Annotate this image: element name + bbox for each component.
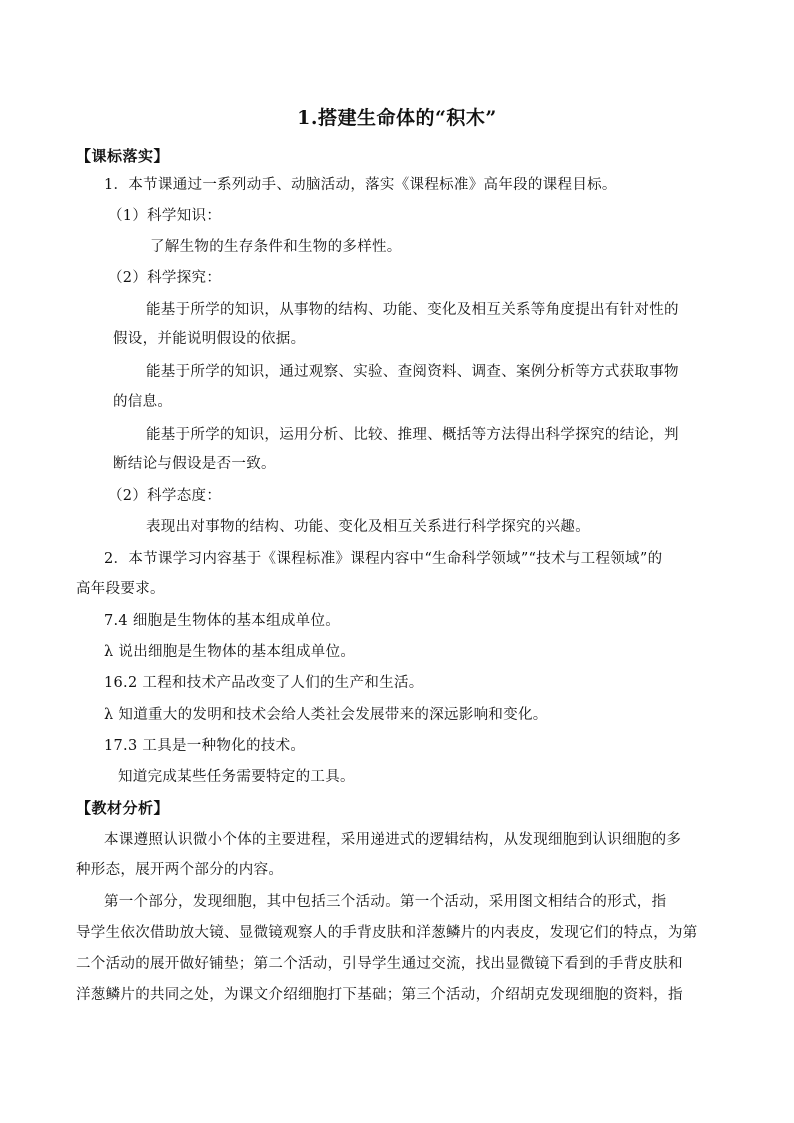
paragraph-analysis-2-line2: 导学生依次借助放大镜、显微镜观察人的手背皮肤和洋葱鳞片的内表皮，发现它们的特点，为第 <box>76 925 698 941</box>
paragraph-analysis-2-line4: 洋葱鳞片的共同之处，为课文介绍细胞打下基础；第三个活动，介绍胡克发现细胞的资料，指 <box>76 987 683 1003</box>
standard-item-16-2: 16.2 工程和技术产品改变了人们的生产和生活。 <box>104 675 424 691</box>
paragraph-inquiry-2: 能基于所学的知识，通过观察、实验、查阅资料、调查、案例分析等方式获取事物 <box>146 364 679 380</box>
section-heading-curriculum: 【课标落实】 <box>76 147 170 165</box>
paragraph-inquiry-3: 能基于所学的知识，运用分析、比较、推理、概括等方法得出科学探究的结论，判 <box>146 427 679 443</box>
subheading-knowledge: （1）科学知识： <box>108 208 222 224</box>
subheading-inquiry: （2）科学探究： <box>108 270 222 286</box>
paragraph-inquiry-3-cont: 断结论与假设是否一致。 <box>113 456 276 472</box>
standard-item-16-2-sub: λ 知道重大的发明和技术会给人类社会发展带来的深远影响和变化。 <box>104 707 548 723</box>
paragraph-analysis-1-cont: 种形态，展开两个部分的内容。 <box>76 862 284 878</box>
standard-item-17-3-sub: 知道完成某些任务需要特定的工具。 <box>118 769 355 785</box>
paragraph-analysis-1: 本课遵照认识微小个体的主要进程，采用递进式的逻辑结构，从发现细胞到认识细胞的多 <box>104 832 682 848</box>
section-heading-textbook-analysis: 【教材分析】 <box>76 799 170 817</box>
paragraph-analysis-2: 第一个部分，发现细胞，其中包括三个活动。第一个活动，采用图文相结合的形式，指 <box>104 894 667 910</box>
page-title: 1.搭建生命体的“积木” <box>297 107 497 129</box>
paragraph-intro: 1．本节课通过一系列动手、动脑活动，落实《课程标准》高年段的课程目标。 <box>104 177 617 193</box>
standard-item-17-3: 17.3 工具是一种物化的技术。 <box>104 738 306 754</box>
paragraph-inquiry-1-cont: 假设，并能说明假设的依据。 <box>113 331 306 347</box>
paragraph-requirement-cont: 高年段要求。 <box>76 581 165 597</box>
paragraph-requirement: 2．本节课学习内容基于《课程标准》课程内容中“生命科学领域”“技术与工程领域”的 <box>104 551 663 567</box>
subheading-attitude: （2）科学态度： <box>108 488 222 504</box>
paragraph-analysis-2-line3: 二个活动的展开做好铺垫；第二个活动，引导学生通过交流，找出显微镜下看到的手背皮肤和 <box>76 956 683 972</box>
paragraph-attitude: 表现出对事物的结构、功能、变化及相互关系进行科学探究的兴趣。 <box>146 519 590 535</box>
standard-item-7-4: 7.4 细胞是生物体的基本组成单位。 <box>104 613 341 629</box>
standard-item-7-4-sub: λ 说出细胞是生物体的基本组成单位。 <box>104 644 356 660</box>
paragraph-inquiry-1: 能基于所学的知识，从事物的结构、功能、变化及相互关系等角度提出有针对性的 <box>146 302 679 318</box>
paragraph-knowledge: 了解生物的生存条件和生物的多样性。 <box>150 239 402 255</box>
paragraph-inquiry-2-cont: 的信息。 <box>113 394 173 410</box>
